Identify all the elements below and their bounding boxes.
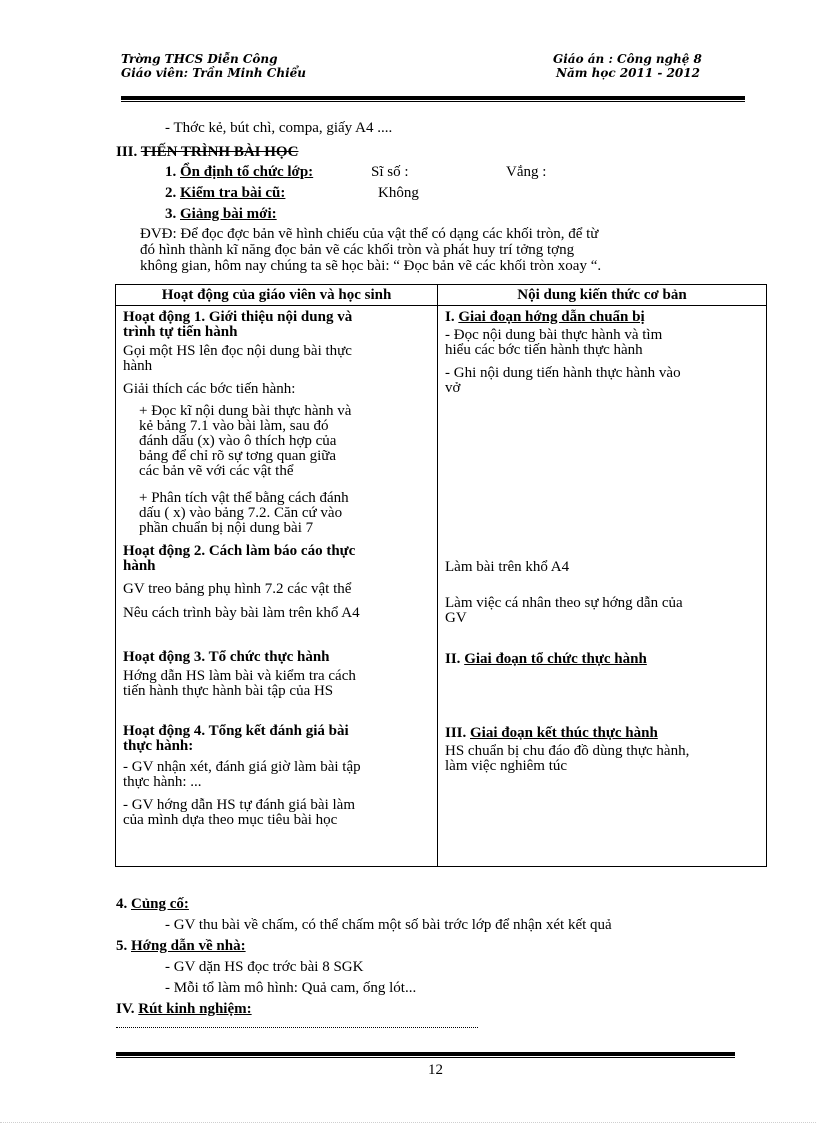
step-label: Ổn định tổ chức lớp: — [180, 164, 314, 180]
line: + Phân tích vật thể bằng cách đánh — [139, 490, 349, 506]
line: thực hành: ... — [123, 774, 202, 790]
right-column — [438, 306, 767, 867]
header-school: Trờng THCS Diễn Công — [121, 52, 278, 66]
dvd-line: ĐVĐ: Để đọc đợc bản vẽ hình chiếu của vật thể có dạng các khối tròn, để từ — [140, 226, 599, 242]
line: Hoạt động 2. Cách làm báo cáo thực — [123, 543, 356, 559]
si-so: Sĩ số : — [371, 164, 409, 180]
a4-note: Làm bài trên khổ A4 — [445, 559, 570, 575]
step-number: 2. — [165, 185, 177, 201]
line: vở — [445, 380, 461, 396]
hd1-point-1 — [139, 404, 431, 479]
section-number: 4. — [116, 896, 128, 912]
hd2-line-1: GV treo bảng phụ hình 7.2 các vật thể — [123, 581, 352, 597]
line: thực hành: — [123, 738, 194, 754]
step-label: Kiểm tra bài cũ: — [180, 185, 286, 201]
section-number: 5. — [116, 938, 128, 954]
line: HS chuẩn bị chu đáo đồ dùng thực hành, — [445, 743, 690, 759]
step-label: Giảng bài mới: — [180, 206, 277, 222]
table-row — [116, 306, 767, 867]
line: - GV nhận xét, đánh giá giờ làm bài tập — [123, 759, 361, 775]
line: hành — [123, 358, 153, 374]
dvd-line: không gian, hôm nay chúng ta sẽ học bài: “ Đọc bản vẽ các khối tròn xoay “. — [140, 258, 602, 274]
line: - Ghi nội dung tiến hành thực hành vào — [445, 365, 681, 381]
section-4-line: - GV thu bài về chấm, có thể chấm một số bài trớc lớp để nhận xét kết quả — [165, 917, 612, 933]
line: Hoạt động 1. Giới thiệu nội dung và — [123, 309, 353, 325]
hd3-line-1 — [123, 669, 431, 699]
hd1-title — [123, 310, 431, 340]
hd2-title — [123, 544, 431, 574]
line: - Đọc nội dung bài thực hành và tìm — [445, 327, 663, 343]
line: hành — [123, 558, 156, 574]
header-teacher: Giáo viên: Trần Minh Chiểu — [121, 66, 306, 80]
header-activities: Hoạt động của giáo viên và học sinh — [116, 285, 438, 306]
footer-rule — [116, 1052, 735, 1056]
header-content: Nội dung kiến thức cơ bản — [438, 285, 767, 306]
hd4-line-1 — [123, 760, 431, 790]
line: dấu ( x) vào bảng 7.2. Căn cứ vào — [139, 505, 343, 521]
section-label: Rút kinh nghiệm: — [138, 1001, 252, 1017]
stage-2-title — [445, 652, 760, 667]
section-iii-heading — [116, 144, 298, 160]
section-label: Hớng dẫn về nhà: — [131, 938, 246, 954]
line: - GV hớng dẫn HS tự đánh giá bài làm — [123, 797, 356, 813]
step-3 — [165, 206, 277, 222]
individual-work — [445, 596, 760, 626]
stage-1-line-1 — [445, 328, 760, 358]
stage-title: Giai đoạn kết thúc thực hành — [470, 725, 658, 741]
hd3-title: Hoạt động 3. Tổ chức thực hành — [123, 649, 330, 665]
notes-dotted-line — [116, 1027, 478, 1028]
header-rule-thin — [121, 101, 745, 102]
line: Hoạt động 4. Tổng kết đánh giá bài — [123, 723, 349, 739]
hd4-line-2 — [123, 798, 431, 828]
step-2 — [165, 185, 285, 201]
line: Làm việc cá nhân theo sự hớng dẫn của — [445, 595, 683, 611]
hd1-explain: Giải thích các bớc tiến hành: — [123, 381, 296, 397]
section-4-heading — [116, 896, 189, 912]
header-subject: Giáo án : Công nghệ 8 — [553, 52, 702, 66]
stage-number: III. — [445, 725, 467, 741]
stage-1-line-2 — [445, 366, 760, 396]
dvd-paragraph — [140, 226, 770, 274]
line: làm việc nghiêm túc — [445, 758, 568, 774]
hd4-title — [123, 724, 431, 754]
line: Gọi một HS lên đọc nội dung bài thực — [123, 343, 352, 359]
section-5-line-2: - Mỗi tổ làm mô hình: Quả cam, ống lót... — [165, 980, 417, 996]
section-number: III. — [116, 144, 138, 160]
lesson-table — [115, 284, 767, 867]
line: của mình dựa theo mục tiêu bài học — [123, 812, 338, 828]
section-5-line-1: - GV dặn HS đọc trớc bài 8 SGK — [165, 959, 364, 975]
stage-1-title — [445, 310, 760, 325]
stage-3-title — [445, 726, 760, 741]
hd1-point-2 — [139, 491, 431, 536]
line: các bản vẽ với các vật thể — [139, 463, 294, 479]
line: Hớng dẫn HS làm bài và kiểm tra cách — [123, 668, 356, 684]
section-iv-heading — [116, 1001, 252, 1017]
line: trình tự tiến hành — [123, 324, 238, 340]
stage-number: I. — [445, 309, 455, 325]
step-1 — [165, 164, 313, 180]
stage-number: II. — [445, 651, 461, 667]
table-header-row — [116, 285, 767, 306]
stage-title: Giai đoạn tổ chức thực hành — [464, 651, 647, 667]
stage-title: Giai đoạn hớng dẫn chuẩn bị — [458, 309, 645, 325]
header-year: Năm học 2011 - 2012 — [556, 66, 700, 80]
line: + Đọc kĩ nội dung bài thực hành và — [139, 403, 352, 419]
section-title: TIẾN TRÌNH BÀI HỌC — [140, 144, 299, 160]
materials-line: - Thớc kẻ, bút chì, compa, giấy A4 .... — [165, 120, 393, 136]
vang: Vắng : — [506, 164, 547, 180]
hd1-call-student — [123, 344, 431, 374]
line: bảng để chỉ rõ sự tơng quan giữa — [139, 448, 337, 464]
stage-3-line-1 — [445, 744, 760, 774]
line: phần chuẩn bị nội dung bài 7 — [139, 520, 314, 536]
line: tiến hành thực hành bài tập của HS — [123, 683, 334, 699]
page-number: 12 — [428, 1062, 443, 1078]
hd2-line-2: Nêu cách trình bày bài làm trên khổ A4 — [123, 605, 360, 621]
section-number: IV. — [116, 1001, 135, 1017]
line: đánh dấu (x) vào ô thích hợp của — [139, 433, 337, 449]
header-rule — [121, 96, 745, 100]
step-number: 1. — [165, 164, 177, 180]
step-2-value: Không — [378, 185, 419, 201]
footer-rule-thin — [116, 1057, 735, 1058]
step-number: 3. — [165, 206, 177, 222]
line: hiểu các bớc tiến hành thực hành — [445, 342, 643, 358]
line: GV — [445, 610, 467, 626]
section-label: Củng cố: — [131, 896, 189, 912]
dvd-line: đó hình thành kĩ năng đọc bản vẽ các khối tròn và phát huy trí tởng tợng — [140, 242, 575, 258]
left-column — [116, 306, 438, 867]
section-5-heading — [116, 938, 246, 954]
line: kẻ bảng 7.1 vào bài làm, sau đó — [139, 418, 329, 434]
